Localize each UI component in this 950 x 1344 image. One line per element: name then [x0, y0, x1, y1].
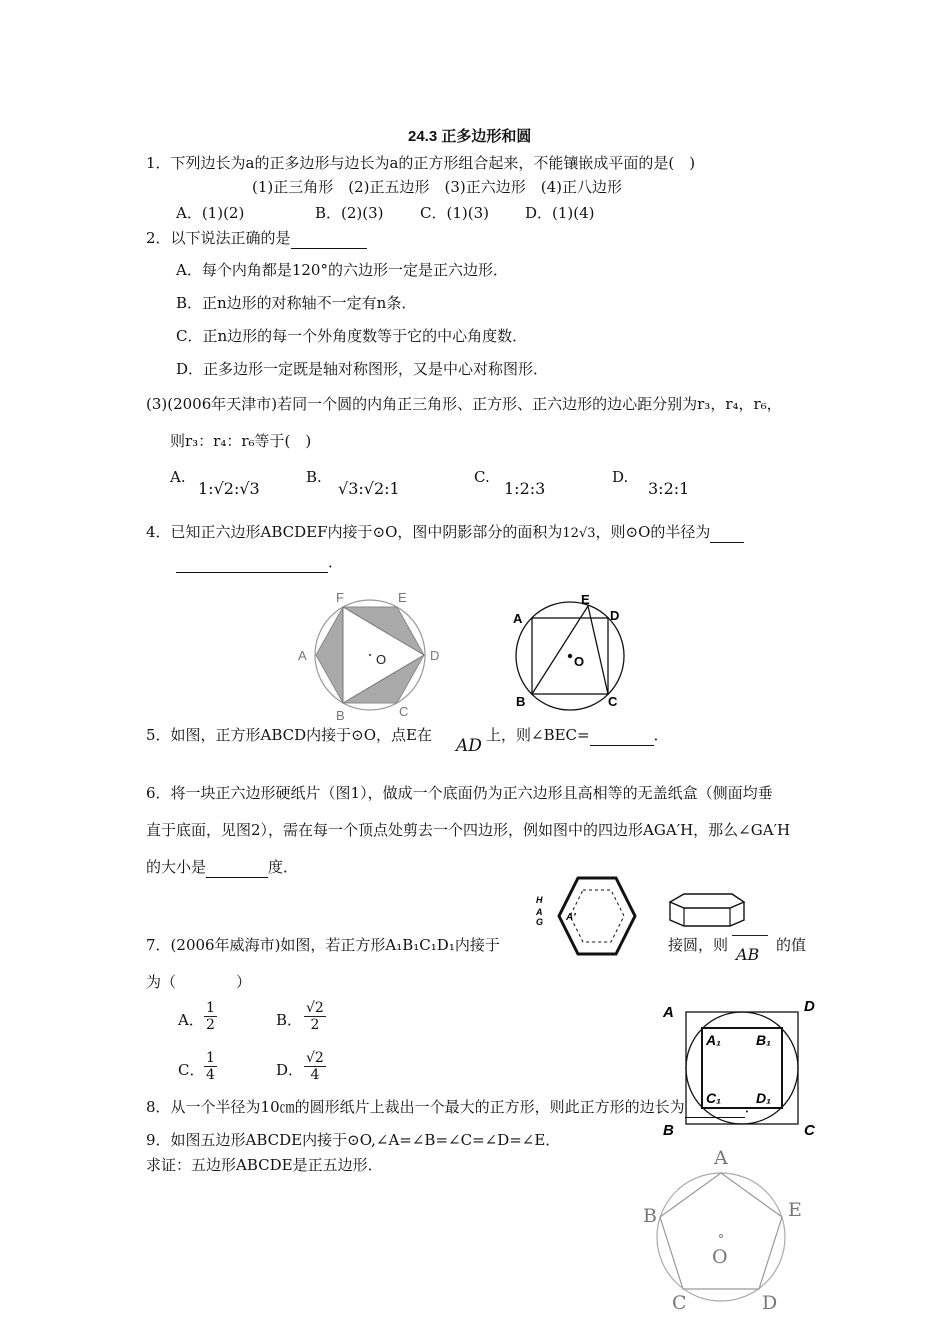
q6-line2: 直于底面，见图2），需在每一个顶点处剪去一个四边形，例如图中的四边形AGA′H，那么∠GA′H	[146, 821, 791, 839]
center-dot	[720, 1235, 723, 1238]
q3-option-d-value: 3:2:1	[648, 479, 690, 498]
q7-option-b-fraction	[304, 1000, 326, 1033]
hex-label-f: F	[336, 590, 344, 605]
fig9-label-e: E	[788, 1199, 802, 1221]
fig7-label-d: D	[804, 998, 815, 1015]
sq-label-b: B	[516, 694, 526, 709]
sq-label-a: A	[513, 611, 523, 626]
figure-square-circle	[508, 590, 648, 710]
q7-stem-c: 的值	[776, 936, 807, 954]
lines-be-ec	[532, 606, 608, 694]
q2-option-b[interactable]: B．正n边形的对称轴不一定有n条．	[176, 294, 417, 312]
q8-stem: 8．从一个半径为10㎝的圆形纸片上裁出一个最大的正方形，则此正方形的边长为	[146, 1098, 685, 1116]
q7-b-num: √2	[306, 1000, 324, 1016]
q7-option-c-fraction	[204, 1050, 217, 1083]
q6-line3	[146, 857, 298, 878]
q6-answer-blank[interactable]	[206, 857, 268, 878]
fig7-label-b1: B₁	[756, 1032, 772, 1048]
q3-option-a-label[interactable]: A.	[170, 468, 186, 486]
hex-label-c: C	[399, 704, 409, 719]
hex-label-e: E	[398, 590, 407, 605]
fig9-label-c: C	[672, 1292, 687, 1314]
q4-area: 12√3	[562, 526, 596, 541]
box-top	[670, 894, 744, 908]
q3-option-b-label[interactable]: B.	[306, 468, 322, 486]
q3-option-a-value: 1:√2:√3	[198, 479, 260, 498]
q6-line1: 6．将一块正六边形硬纸片（图1），做成一个底面仍为正六边形且高相等的无盖纸盒（侧面均垂	[146, 784, 773, 802]
q3-option-b-value: √3:√2:1	[338, 479, 400, 498]
hex-label-d: D	[430, 648, 440, 663]
q7-denominator: AB	[736, 945, 760, 964]
q4-line2	[176, 552, 343, 573]
q9-proof: 求证：五边形ABCDE是正五边形．	[146, 1156, 383, 1174]
figure-hexagon-box	[662, 890, 752, 930]
q7-option-b-label[interactable]: B．	[276, 1011, 303, 1029]
q7-option-a-fraction	[204, 1000, 217, 1033]
fig9-label-a: A	[714, 1147, 728, 1169]
hex-label-a: A	[298, 648, 307, 663]
figure-hexagon-circle	[290, 588, 450, 728]
q3-option-c-value: 1:2:3	[504, 479, 546, 498]
q6-stem: 的大小是	[146, 858, 207, 876]
q7-a-num: 1	[206, 1000, 215, 1016]
q5-answer-blank[interactable]	[590, 725, 654, 746]
q5-arc: AD	[456, 736, 482, 756]
q4-question	[146, 522, 744, 544]
q7-d-num: √2	[306, 1050, 324, 1066]
q3-stem2: 则r₃：r₄：r₆等于( )	[170, 432, 312, 450]
q3-option-c-label[interactable]: C.	[474, 468, 490, 486]
q1-option-d[interactable]: D．(1)(4)	[525, 204, 595, 222]
q6-end: 度．	[268, 858, 299, 876]
q4-answer-blank-1[interactable]	[710, 522, 744, 543]
q4-answer-blank-2[interactable]	[176, 552, 328, 573]
q7-c-num: 1	[206, 1050, 215, 1066]
q5-question-end	[486, 725, 669, 746]
sq-label-d: D	[610, 608, 620, 623]
fig7-label-b: B	[663, 1122, 674, 1139]
pentagon-abcde	[660, 1173, 782, 1289]
q9-stem: 9．如图五边形ABCDE内接于⊙O,∠A=∠B=∠C=∠D=∠E．	[146, 1131, 561, 1149]
figure-pentagon-circle	[638, 1142, 818, 1317]
fig6-label-g: G	[536, 917, 544, 927]
figure-hexagon-sheet	[532, 873, 662, 963]
q4-stem-b: ，则⊙O的半径为	[595, 523, 711, 541]
q8-answer-blank[interactable]	[685, 1097, 745, 1118]
q5-end: ．	[653, 726, 669, 744]
q5-stem-b: 上，则∠BEC=	[486, 726, 590, 744]
q7-stem-a: 7．(2006年威海市)如图，若正方形A₁B₁C₁D₁内接于	[146, 936, 500, 954]
q2-option-a[interactable]: A．每个内角都是120°的六边形一定是正六边形．	[176, 261, 508, 279]
q1-option-b[interactable]: B．(2)(3)	[315, 204, 384, 222]
q1-items: (1)正三角形 (2)正五边形 (3)正六边形 (4)正八边形	[252, 178, 622, 196]
q7-option-d-fraction	[304, 1050, 326, 1083]
center-dot	[568, 654, 572, 658]
q7-d-den: 4	[310, 1067, 320, 1083]
q5-stem-a: 5．如图，正方形ABCD内接于⊙O，点E在	[146, 726, 432, 744]
q4-stem-a: 4．已知正六边形ABCDEF内接于⊙O，图中阴影部分的面积为	[146, 523, 563, 541]
q1-option-a[interactable]: A．(1)(2)	[176, 204, 245, 222]
q1-stem: 1．下列边长为a的正多边形与边长为a的正方形组合起来，不能镶嵌成平面的是( )	[146, 154, 696, 172]
q2-stem: 2．以下说法正确的是	[146, 229, 291, 247]
fig6-label-h: H	[536, 895, 543, 905]
q2-question	[146, 228, 367, 249]
q7-c-den: 4	[206, 1067, 215, 1083]
fig7-label-c: C	[804, 1122, 815, 1139]
fig7-label-d1: D₁	[756, 1090, 772, 1106]
fig7-label-c1: C₁	[706, 1090, 722, 1106]
q2-answer-blank[interactable]	[291, 228, 367, 249]
hex-label-b: B	[336, 708, 345, 723]
fig7-label-a1: A₁	[706, 1032, 722, 1048]
q7-stem-b: 接圆，则	[668, 936, 729, 954]
fig6-label-a-prime: A′	[566, 912, 576, 923]
fig9-label-d: D	[762, 1292, 778, 1314]
q2-option-d[interactable]: D．正多边形一定既是轴对称图形，又是中心对称图形．	[176, 360, 549, 378]
q7-option-a-label[interactable]: A．	[178, 1011, 204, 1029]
fig7-label-a: A	[663, 1004, 674, 1021]
fig9-label-o: O	[712, 1246, 728, 1268]
q1-option-c[interactable]: C．(1)(3)	[420, 204, 489, 222]
fig9-label-b: B	[643, 1205, 657, 1227]
fig6-label-a: A	[536, 907, 543, 917]
q7-option-c-label[interactable]: C．	[178, 1061, 205, 1079]
figure-background	[532, 873, 662, 963]
q7-option-d-label[interactable]: D．	[276, 1061, 304, 1079]
sq-label-e: E	[581, 592, 590, 607]
page-title: 24.3 正多边形和圆	[408, 128, 532, 145]
sq-label-o: O	[574, 654, 585, 669]
q7-b-den: 2	[310, 1017, 320, 1033]
figure-nested-squares	[660, 995, 820, 1140]
q3-option-d-label[interactable]: D.	[612, 468, 629, 486]
q2-option-c[interactable]: C．正n边形的每一个外角度数等于它的中心角度数．	[176, 327, 528, 345]
center-dot	[369, 654, 371, 656]
q7-a-den: 2	[206, 1017, 215, 1033]
sq-label-c: C	[608, 694, 618, 709]
q8-question	[146, 1097, 760, 1118]
q7-fraction-bar	[732, 935, 768, 936]
q4-end: ．	[328, 553, 344, 571]
q3-stem: (3)(2006年天津市)若同一个圆的内角正三角形、正方形、正六边形的边心距分别为r₃，r₄，r₆，	[146, 395, 782, 413]
q7-line2: 为（ ）	[146, 973, 252, 991]
hex-label-o: O	[376, 652, 387, 667]
q8-end: ．	[744, 1098, 760, 1116]
